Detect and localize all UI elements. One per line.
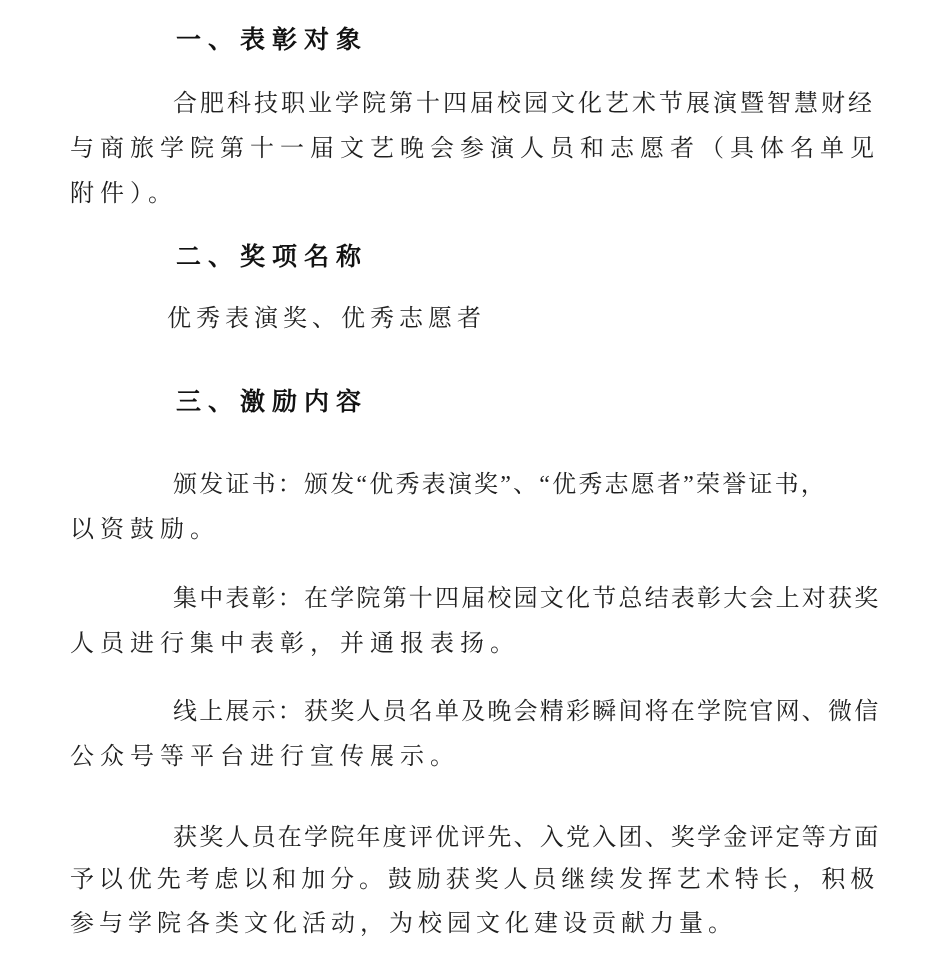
- section-3-heading: 三、激励内容: [176, 388, 369, 416]
- paragraph-line: 集中表彰：在学院第十四届校园文化节总结表彰大会上对获奖: [173, 586, 881, 612]
- paragraph-line: 参与学院各类文化活动，为校园文化建设贡献力量。: [70, 911, 737, 937]
- paragraph-line: 颁发证书：颁发“优秀表演奖”、“优秀志愿者”荣誉证书，: [173, 472, 828, 498]
- paragraph-line: 与商旅学院第十一届文艺晚会参演人员和志愿者（具体名单见: [70, 136, 880, 162]
- paragraph-line: 获奖人员在学院年度评优评先、入党入团、奖学金评定等方面: [173, 825, 881, 851]
- paragraph-line: 合肥科技职业学院第十四届校园文化艺术节展演暨智慧财经: [173, 91, 875, 117]
- paragraph-line: 线上展示：获奖人员名单及晚会精彩瞬间将在学院官网、微信: [173, 699, 881, 725]
- paragraph-line: 人员进行集中表彰，并通报表扬。: [70, 631, 520, 657]
- paragraph-line: 公众号等平台进行宣传展示。: [70, 744, 460, 770]
- paragraph-line: 予以优先考虑以和加分。鼓励获奖人员继续发挥艺术特长，积极: [70, 867, 880, 893]
- section-1-heading: 一、表彰对象: [176, 26, 369, 54]
- paragraph-line: 以资鼓励。: [70, 517, 220, 543]
- section-2-heading: 二、奖项名称: [176, 243, 369, 271]
- award-names-line: 优秀表演奖、优秀志愿者: [167, 306, 486, 332]
- paragraph-line: 附件）。: [70, 181, 178, 207]
